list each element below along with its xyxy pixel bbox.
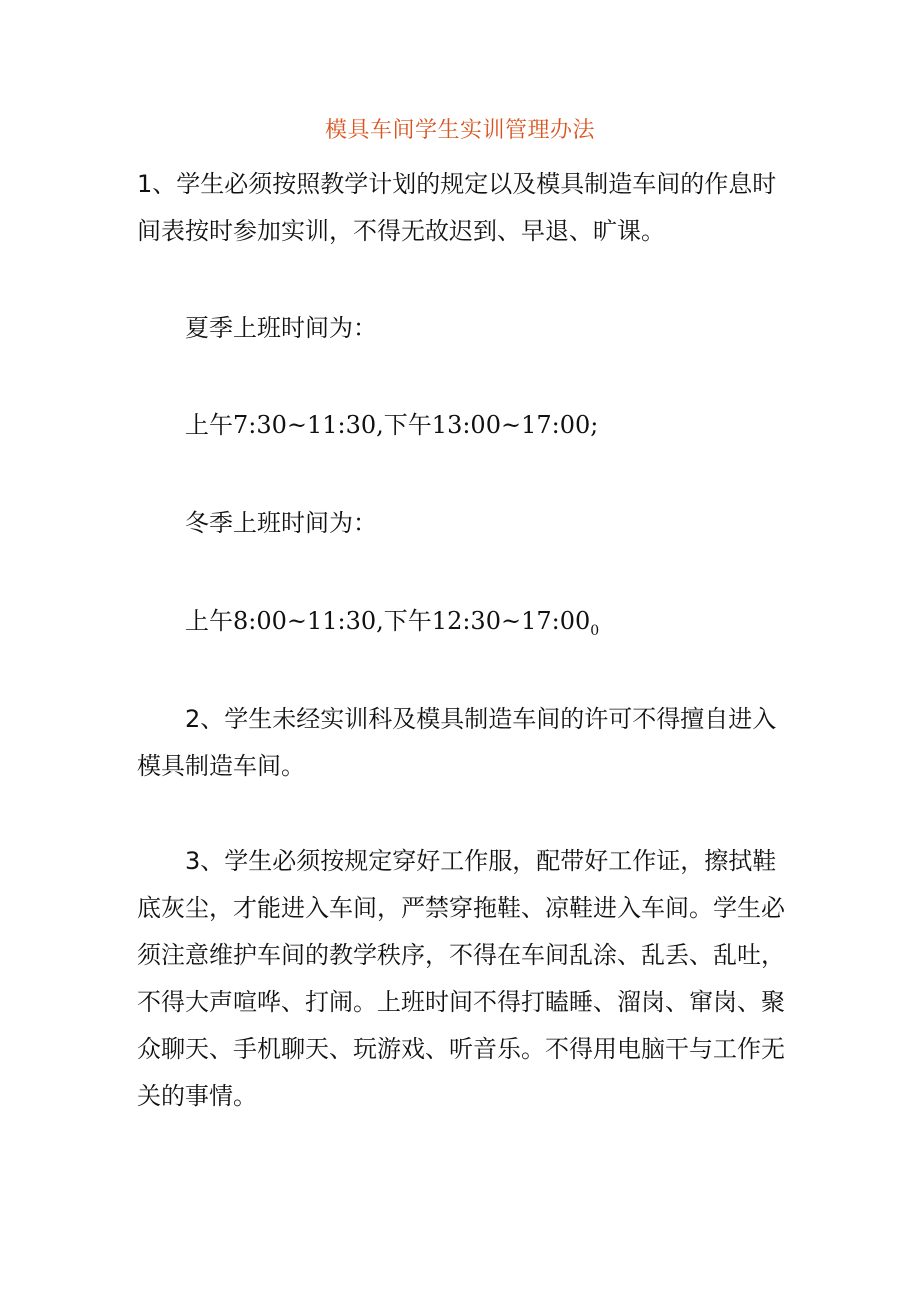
- paragraph-2: 2、学生未经实训科及模具制造车间的许可不得擅自进入模具制造车间。: [137, 705, 777, 780]
- winter-end-mark: 0: [590, 623, 600, 639]
- paragraph-3: 3、学生必须按规定穿好工作服，配带好工作证，擦拭鞋底灰尘，才能进入车间，严禁穿拖鞋、凉鞋进入车间。学生必须注意维护车间的教学秩序，不得在车间乱涂、乱丢、乱吐，不得大声喧哗、打闹。上班时间不得打瞌睡、溜岗、窜岗、聚众聊天、手机聊天、玩游戏、听音乐。不得用电脑干与工作无关的事情。: [137, 847, 785, 1110]
- summer-am-label: 上午: [185, 411, 233, 439]
- winter-am-label: 上午: [185, 607, 233, 635]
- document-title: 模具车间学生实训管理办法: [324, 118, 595, 143]
- summer-heading: 夏季上班时间为：: [185, 314, 377, 342]
- winter-pm-time: 12:30~17:00: [431, 607, 591, 635]
- winter-am-time: 8:00~11:30,: [233, 607, 384, 635]
- winter-pm-label: 下午: [383, 607, 432, 635]
- summer-am-time: 7:30~11:30,: [233, 411, 384, 439]
- summer-pm-time: 13:00~17:00;: [431, 411, 599, 439]
- summer-pm-label: 下午: [383, 411, 432, 439]
- winter-heading: 冬季上班时间为：: [185, 509, 377, 537]
- winter-schedule: [185, 601, 599, 651]
- summer-schedule: [185, 405, 598, 445]
- paragraph-1: 1、学生必须按照教学计划的规定以及模具制造车间的作息时间表按时参加实训，不得无故迟到、早退、旷课。: [137, 170, 777, 245]
